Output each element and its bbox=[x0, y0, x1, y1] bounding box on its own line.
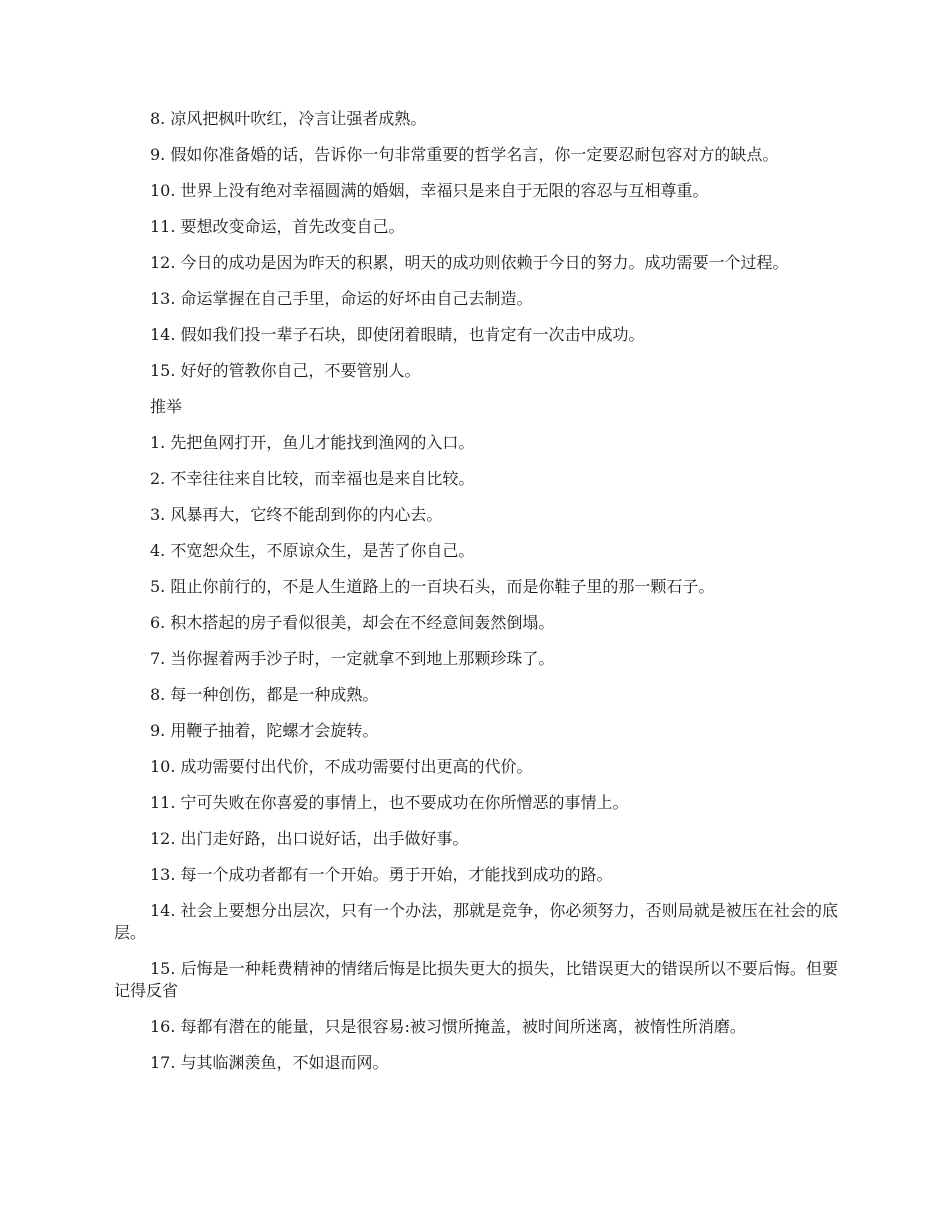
list-item: 13. 每一个成功者都有一个开始。勇于开始，才能找到成功的路。 bbox=[150, 865, 613, 884]
list-item: 11. 要想改变命运，首先改变自己。 bbox=[150, 217, 405, 236]
list-item: 4. 不宽恕众生，不原谅众生，是苦了你自己。 bbox=[150, 541, 475, 560]
list-item: 14. 社会上要想分出层次，只有一个办法，那就是竞争，你必须努力，否则局就是被压在社会的底层。 bbox=[114, 901, 838, 942]
list-item: 8. 凉风把枫叶吹红，冷言让强者成熟。 bbox=[150, 109, 427, 128]
list-item: 6. 积木搭起的房子看似很美，却会在不经意间轰然倒塌。 bbox=[150, 613, 555, 632]
list-item: 2. 不幸往往来自比较，而幸福也是来自比较。 bbox=[150, 469, 475, 488]
list-item: 13. 命运掌握在自己手里，命运的好坏由自己去制造。 bbox=[150, 289, 533, 308]
list-item: 10. 世界上没有绝对幸福圆满的婚姻，幸福只是来自于无限的容忍与互相尊重。 bbox=[150, 181, 709, 200]
list-item: 7. 当你握着两手沙子时，一定就拿不到地上那颗珍珠了。 bbox=[150, 649, 555, 668]
list-item: 15. 好好的管教你自己，不要管别人。 bbox=[150, 361, 421, 380]
document-page bbox=[114, 108, 838, 1088]
list-item: 5. 阻止你前行的，不是人生道路上的一百块石头，而是你鞋子里的那一颗石子。 bbox=[150, 577, 715, 596]
section-heading: 推举 bbox=[150, 397, 183, 416]
list-item: 11. 宁可失败在你喜爱的事情上，也不要成功在你所憎恶的事情上。 bbox=[150, 793, 629, 812]
list-item: 1. 先把鱼网打开，鱼儿才能找到渔网的入口。 bbox=[150, 433, 475, 452]
list-item: 8. 每一种创伤，都是一种成熟。 bbox=[150, 685, 379, 704]
list-item: 16. 每都有潜在的能量，只是很容易:被习惯所掩盖，被时间所迷离，被惰性所消磨。 bbox=[150, 1017, 746, 1036]
list-item: 3. 风暴再大，它终不能刮到你的内心去。 bbox=[150, 505, 443, 524]
list-item: 12. 出门走好路，出口说好话，出手做好事。 bbox=[150, 829, 469, 848]
list-item: 10. 成功需要付出代价，不成功需要付出更高的代价。 bbox=[150, 757, 533, 776]
list-item: 15. 后悔是一种耗费精神的情绪后悔是比损失更大的损失，比错误更大的错误所以不要后悔。但要记得反省 bbox=[114, 959, 838, 1000]
list-item: 14. 假如我们投一辈子石块，即使闭着眼睛，也肯定有一次击中成功。 bbox=[150, 325, 645, 344]
list-item: 12. 今日的成功是因为昨天的积累，明天的成功则依赖于今日的努力。成功需要一个过程。 bbox=[150, 253, 789, 272]
list-item: 9. 假如你准备婚的话，告诉你一句非常重要的哲学名言，你一定要忍耐包容对方的缺点。 bbox=[150, 145, 779, 164]
list-item: 17. 与其临渊羡鱼，不如退而网。 bbox=[150, 1053, 389, 1072]
list-item: 9. 用鞭子抽着，陀螺才会旋转。 bbox=[150, 721, 379, 740]
